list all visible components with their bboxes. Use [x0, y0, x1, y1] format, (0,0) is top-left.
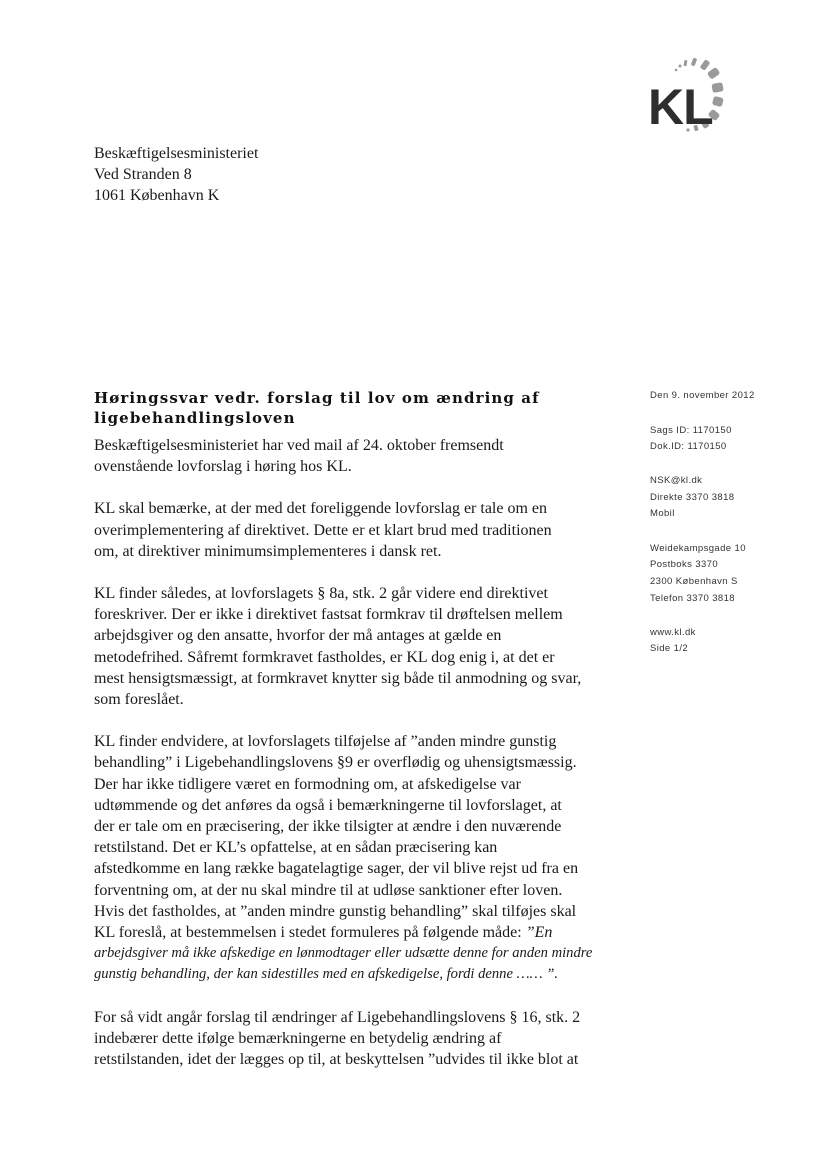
main-phone: Telefon 3370 3818 [650, 593, 735, 604]
text-line: afstedkomme en lang række bagatelagtige sager, der vil blive rejst ud fra en [94, 860, 579, 878]
text-line: der er tale om en præcisering, der ikke tilsigter at ændre i den nuværende [94, 818, 562, 836]
address-pobox: Postboks 3370 [650, 559, 719, 570]
text-line: mest hensigtsmæssigt, at formkravet knytter sig både til anmodning og svar, [94, 669, 582, 687]
text-line: Hvis det fastholdes, at ”anden mindre gunstig behandling” skal tilføjes skal [94, 902, 577, 920]
title-line: Høringssvar vedr. forslag til lov om ændring af [94, 389, 540, 407]
recipient-line: Ved Stranden 8 [94, 166, 192, 183]
page-number: Side 1/2 [650, 643, 689, 654]
text-line: om, at direktiver minimumsimplementeres i dansk ret. [94, 542, 442, 560]
text-line: KL finder således, at lovforslagets § 8a, stk. 2 går videre end direktivet [94, 585, 548, 603]
text-line: For så vidt angår forslag til ændringer af Ligebehandlingslovens § 16, stk. 2 [94, 1008, 581, 1026]
text-line [94, 922, 614, 943]
recipient-line: 1061 København K [94, 187, 220, 204]
text-line: udtømmende og det anføres da også i bemærkningerne til lovforslaget, at [94, 796, 562, 814]
text-line: ovenstående lovforslag i høring hos KL. [94, 458, 352, 476]
direct-phone: Direkte 3370 3818 [650, 492, 735, 503]
address-city: 2300 København S [650, 576, 738, 587]
letter-title [94, 388, 614, 428]
paragraph-4 [94, 731, 614, 985]
text-line: KL skal bemærke, at der med det foreliggende lovforslag er tale om en [94, 500, 548, 518]
sags-id: Sags ID: 1170150 [650, 425, 732, 436]
text-line: Beskæftigelsesministeriet har ved mail af 24. oktober fremsendt [94, 437, 504, 454]
dok-id: Dok.ID: 1170150 [650, 441, 727, 452]
paragraph-1 [94, 435, 614, 477]
letter-body [94, 388, 614, 1091]
paragraph-5 [94, 1007, 614, 1071]
proposed-wording-start: ”En [525, 924, 553, 942]
text-line: metodefrihed. Såfremt formkravet fastholdes, er KL dog enig i, at det er [94, 648, 555, 666]
text-line: behandling” i Ligebehandlingslovens §9 er overflødig og uhensigtsmæssig. [94, 754, 577, 772]
text-line: foreskriver. Der er ikke i direktivet fastsat formkrav til drøftelsen mellem [94, 606, 563, 624]
recipient-address [94, 143, 258, 206]
website: www.kl.dk [650, 627, 696, 638]
paragraph-3 [94, 583, 614, 710]
letter-date: Den 9. november 2012 [650, 390, 755, 401]
text-line: retstilstand. Det er KL’s opfattelse, at en sådan præcisering kan [94, 839, 498, 857]
mobile: Mobil [650, 508, 675, 519]
text-line: Der har ikke tidligere været en formodning om, at afskedigelse var [94, 775, 521, 793]
text-line: indebærer dette ifølge bemærkningerne en betydelig ændring af [94, 1029, 502, 1047]
text-line: arbejdsgiver og den ansatte, hvorfor der må antages at gælde en [94, 627, 502, 645]
paragraph-2 [94, 498, 614, 562]
text-line: retstilstanden, idet der lægges op til, at beskyttelsen ”udvides til ikke blot at [94, 1051, 579, 1069]
kl-logo [640, 52, 752, 144]
text-segment: KL foreslå, at bestemmelsen i stedet formuleres på følgende måde: [94, 924, 526, 942]
text-line: forventning om, at der nu skal mindre til at udløse sanktioner efter loven. [94, 881, 563, 899]
logo-text: KL [648, 79, 713, 135]
address-street: Weidekampsgade 10 [650, 543, 746, 554]
sender-email: NSK@kl.dk [650, 475, 703, 486]
title-line: ligebehandlingsloven [94, 409, 296, 427]
text-line: overimplementering af direktivet. Dette er et klart brud med traditionen [94, 521, 552, 539]
recipient-line: Beskæftigelsesministeriet [94, 145, 259, 162]
proposed-wording-line: gunstig behandling, der kan sidestilles med en afskedigelse, fordi denne …… ”. [94, 966, 558, 983]
text-line: KL finder endvidere, at lovforslagets tilføjelse af ”anden mindre gunstig [94, 733, 557, 751]
proposed-wording-line: arbejdsgiver må ikke afskedige en lønmodtager eller udsætte denne for anden mindre [94, 945, 593, 962]
text-line: som foreslået. [94, 691, 184, 709]
